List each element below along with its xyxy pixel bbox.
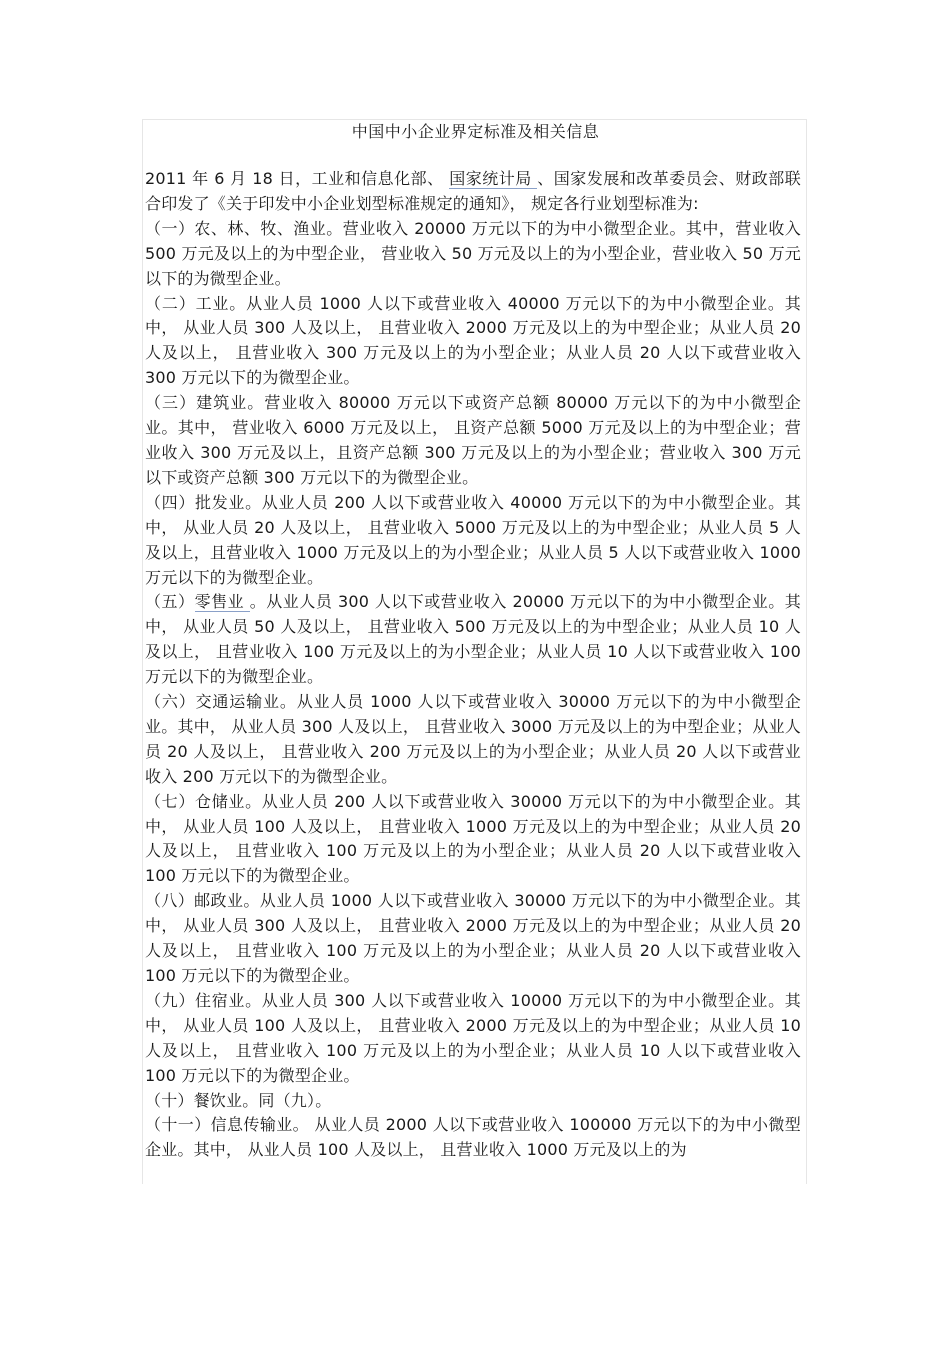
intro-text-after-link: 、国家发展和改革委员会、财政部联合印发了《关于印发中小企业划型标准规定的通知》， 规定各行业划型标准为: — [145, 169, 801, 213]
section-accommodation: （九）住宿业。从业人员 300 人以下或营业收入 10000 万元以下的为中小微型企业。其中， 从业人员 100 人及以上， 且营业收入 2000 万元及以上的为中型企业；从业人员 10 人及以上， 且营业收入 100 万元及以上的为小型企业；从业人员 10 人以下或营业收入 100 万元以下的为微型企业。 — [145, 990, 801, 1085]
section-wholesale: （四）批发业。从业人员 200 人以下或营业收入 40000 万元以下的为中小微型企业。其中， 从业人员 20 人及以上， 且营业收入 5000 万元及以上的为中型企业；从业人员 5 人及以上，且营业收入 1000 万元及以上的为小型企业；从业人员 5 人以下或营业收入 1000 万元以下的为微型企业。 — [145, 492, 801, 587]
section-catering: （十）餐饮业。同（九）。 — [145, 1090, 332, 1110]
intro-text-before-link: 2011 年 6 月 18 日，工业和信息化部、 — [145, 169, 450, 188]
retail-link[interactable]: 零售业 — [194, 592, 250, 612]
national-bureau-statistics-link[interactable]: 国家统计局 — [449, 169, 538, 188]
document-page — [142, 119, 807, 1184]
section-information-transmission: （十一）信息传输业。 从业人员 2000 人以下或营业收入 100000 万元以下的为中小微型企业。其中， 从业人员 100 人及以上， 且营业收入 1000 万元及以上的为 — [145, 1115, 801, 1160]
document-title: 中国中小企业界定标准及相关信息 — [351, 122, 600, 141]
section-warehousing: （七）仓储业。从业人员 200 人以下或营业收入 30000 万元以下的为中小微型企业。其中， 从业人员 100 人及以上， 且营业收入 1000 万元及以上的为中型企业；从业人员 20 人及以上， 且营业收入 100 万元及以上的为小型企业；从业人员 20 人以下或营业收入 100 万元以下的为微型企业。 — [145, 791, 801, 886]
intro-paragraph — [145, 167, 801, 217]
section-construction: （三）建筑业。营业收入 80000 万元以下或资产总额 80000 万元以下的为中小微型企业。其中， 营业收入 6000 万元及以上， 且资产总额 5000 万元及以上的为中型企业；营业收入 300 万元及以上，且资产总额 300 万元及以上的为小型企业；营业收入 300 万元以下或资产总额 300 万元以下的为微型企业。 — [145, 393, 801, 487]
section-postal: （八）邮政业。从业人员 1000 人以下或营业收入 30000 万元以下的为中小微型企业。其中， 从业人员 300 人及以上， 且营业收入 2000 万元及以上的为中型企业；从业人员 20 人及以上， 且营业收入 100 万元及以上的为小型企业；从业人员 20 人以下或营业收入 100 万元以下的为微型企业。 — [145, 891, 801, 985]
retail-prefix: （五） — [145, 592, 195, 612]
section-industry: （二）工业。从业人员 1000 人以下或营业收入 40000 万元以下的为中小微型企业。其中， 从业人员 300 人及以上， 且营业收入 2000 万元及以上的为中型企业；从业人员 20 人及以上， 且营业收入 300 万元及以上的为小型企业；从业人员 20 人以下或营业收入 300 万元以下的为微型企业。 — [145, 293, 801, 388]
section-agriculture: （一）农、林、牧、渔业。营业收入 20000 万元以下的为中小微型企业。其中，营业收入 500 万元及以上的为中型企业， 营业收入 50 万元及以上的为小型企业，营业收入 50 万元以下的为微型企业。 — [145, 218, 801, 288]
section-transport: （六）交通运输业。从业人员 1000 人以下或营业收入 30000 万元以下的为中小微型企业。其中， 从业人员 300 人及以上， 且营业收入 3000 万元及以上的为中型企业；从业人员 20 人及以上， 且营业收入 200 万元及以上的为小型企业；从业人员 20 人以下或营业收入 200 万元以下的为微型企业。 — [145, 692, 801, 786]
section-retail — [145, 590, 801, 690]
retail-text: 。从业人员 300 人以下或营业收入 20000 万元以下的为中小微型企业。其中， 从业人员 50 人及以上， 且营业收入 500 万元及以上的为中型企业；从业人员 10 人及以上， 且营业收入 100 万元及以上的为小型企业；从业人员 10 人以下或营业收入 100 万元以下的为微型企业。 — [145, 592, 802, 687]
document-body — [145, 167, 801, 1163]
